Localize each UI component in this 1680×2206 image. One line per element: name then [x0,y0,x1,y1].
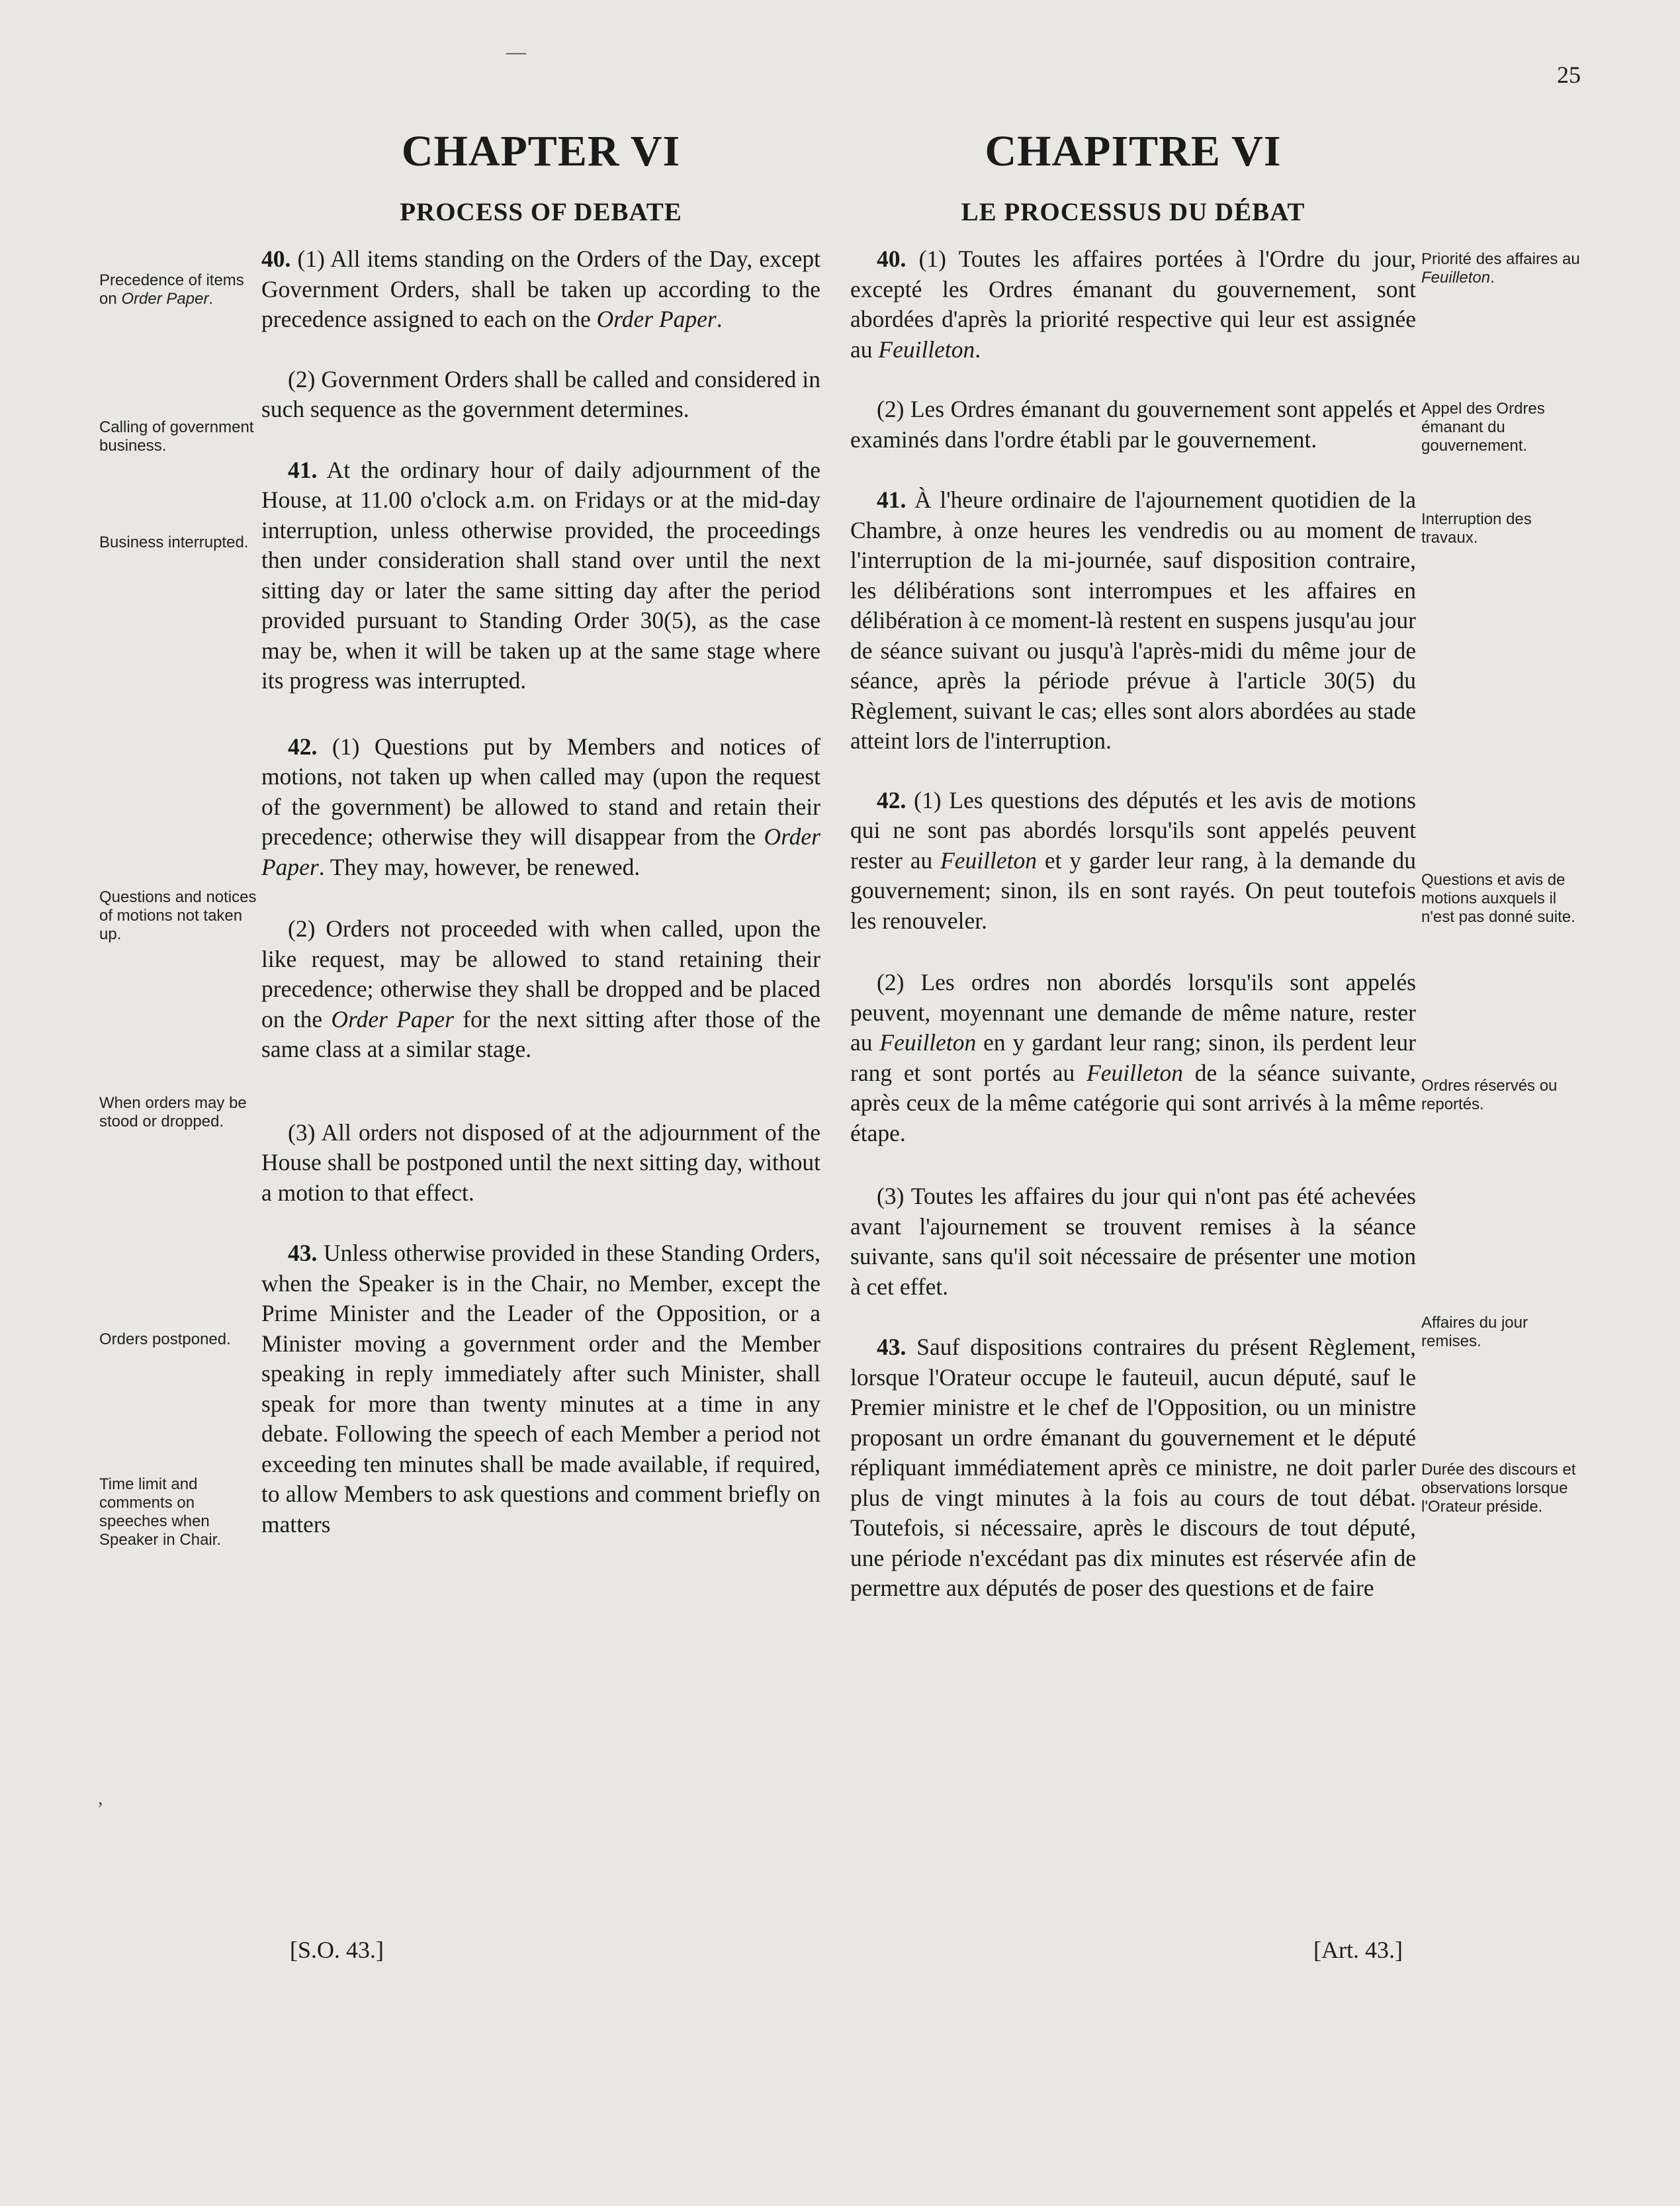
scan-mark-left: , [98,1787,103,1809]
page-number: 25 [1557,62,1581,88]
paragraph-fr-40-1: 40. (1) Toutes les affaires portées à l'Ordre du jour, excepté les Ordres émanant du gouvernement, sont abordées d'après la priorité respective qui leur est assignée au Feuilleton. [850,246,1416,363]
french-column [850,122,1416,1604]
footer-reference-en: [S.O. 43.] [290,1937,384,1963]
margin-note-fr-questions: Questions et avis de motions auxquels il n'est pas donné suite. [1421,871,1575,926]
margin-note-en-interrupted: Business interrupted. [99,533,249,551]
chapter-title-en: CHAPTER VI [401,127,681,175]
paragraph-en-40-1: 40. (1) All items standing on the Orders of the Day, except Government Orders, shall be taken up according to the precedence assigned to each on the Order Paper. [261,246,820,332]
margin-note-fr-remises: Affaires du jour remises. [1421,1314,1528,1350]
margin-note-en-questions: Questions and notices of motions not taken up. [99,888,257,943]
scan-mark-top: — [506,41,526,63]
paragraph-fr-42-3: (3) Toutes les affaires du jour qui n'ont pas été achevées avant l'ajournement se trouvent remises à la séance suivante, sans qu'il soit nécessaire de présenter une motion à cet effet. [850,1183,1416,1300]
footer-reference-fr: [Art. 43.] [1313,1937,1403,1963]
paragraph-en-42-3: (3) All orders not disposed of at the adjournment of the House shall be postponed until the next sitting day, without a motion to that effect. [261,1119,820,1206]
margin-note-en-stood-dropped: When orders may be stood or dropped. [99,1094,247,1130]
paragraph-fr-40-2: (2) Les Ordres émanant du gouvernement sont appelés et examinés dans l'ordre établi par le gouvernement. [850,396,1416,453]
margin-note-en-precedence: Precedence of items on Order Paper. [99,271,244,308]
margin-note-fr-priorite: Priorité des affaires au Feuilleton. [1421,250,1580,287]
paragraph-en-41: 41. At the ordinary hour of daily adjournment of the House, at 11.00 o'clock a.m. on Fridays or at the mid-day interruption, unless otherwise provided, the proceedings then under consideration shall stand over until the next sitting day or later the same sitting day after the period provided pursuant to Standing Order 30(5), as the case may be, when it will be taken up at the same stage where its progress was interrupted. [261,456,820,694]
margin-note-fr-reserves: Ordres réservés ou reportés. [1421,1077,1558,1113]
english-column [261,122,820,1540]
chapter-title-fr: CHAPITRE VI [985,127,1282,175]
paragraph-en-40-2: (2) Government Orders shall be called and considered in such sequence as the government determines. [261,365,820,422]
margin-note-en-time-limit: Time limit and comments on speeches when Speaker in Chair. [99,1475,222,1549]
paragraph-fr-43: 43. Sauf dispositions contraires du présent Règlement, lorsque l'Orateur occupe le fauteuil, aucun député, sauf le Premier ministre et le chef de l'Opposition, ou un ministre proposant un ordre émanant du gouvernement et le député répliquant immédiatement après ce ministre, ne doit parler plus de vingt minutes à la fois au cours de tout débat. Toutefois, si nécessaire, après le discours de tout député, une période n'excédant pas dix minutes est réservée afin de permettre aux députés de poser des questions et de faire [850,1334,1417,1601]
paragraph-fr-42-2: (2) Les ordres non abordés lorsqu'ils sont appelés peuvent, moyennant une demande de même nature, rester au Feuilleton en y gardant leur rang; sinon, ils perdent leur rang et sont portés au Feuilleton de la séance suivante, après ceux de la même catégorie qui sont arrivés à la même étape. [850,969,1416,1146]
margin-note-en-postponed: Orders postponed. [99,1330,231,1348]
paragraph-en-42-2: (2) Orders not proceeded with when called, upon the like request, may be allowed to stand retaining their precedence; otherwise they shall be dropped and be placed on the Order Paper for the next sitting after those of the same class at a similar stage. [261,915,821,1062]
margin-note-fr-interruption: Interruption des travaux. [1421,510,1532,547]
margin-note-fr-duree: Durée des discours et observations lorsque l'Orateur préside. [1421,1461,1576,1516]
margin-note-fr-appel: Appel des Ordres émanant du gouvernement. [1421,400,1545,455]
paragraph-fr-41: 41. À l'heure ordinaire de l'ajournement quotidien de la Chambre, à onze heures les vendredis ou au moment de l'interruption de la mi-journée, sauf disposition contraire, les délibérations sont interrompues et les affaires en délibération à ce moment-là restent en suspens jusqu'au jour de séance suivant ou jusqu'à l'après-midi du même jour de séance, après la période prévue à l'article 30(5) du Règlement, suivant le cas; elles sont alors abordées au stade atteint lors de l'interruption. [850,486,1416,754]
paragraph-fr-42-1: 42. (1) Les questions des députés et les avis de motions qui ne sont pas abordés lorsqu'ils sont appelés peuvent rester au Feuilleton et y garder leur rang, à la demande du gouvernement; sinon, ils en sont rayés. On peut toutefois les renouveler. [850,786,1417,934]
paragraph-en-43: 43. Unless otherwise provided in these Standing Orders, when the Speaker is in the Chair, no Member, except the Prime Minister and the Leader of the Opposition, or a Minister moving a government order and the Member speaking in reply immediately after such Minister, shall speak for more than twenty minutes at a time in any debate. Following the speech of each Member a period not exceeding ten minutes shall be made available, if required, to allow Members to ask questions and comment briefly on matters [261,1240,821,1538]
margin-note-en-calling: Calling of government business. [99,418,254,455]
chapter-subtitle-en: PROCESS OF DEBATE [400,198,682,226]
paragraph-en-42-1: 42. (1) Questions put by Members and notices of motions, not taken up when called may (upon the request of the government) be allowed to stand and retain their precedence; otherwise they will disappear from the Order Paper. They may, however, be renewed. [261,733,821,880]
chapter-subtitle-fr: LE PROCESSUS DU DÉBAT [961,198,1305,226]
